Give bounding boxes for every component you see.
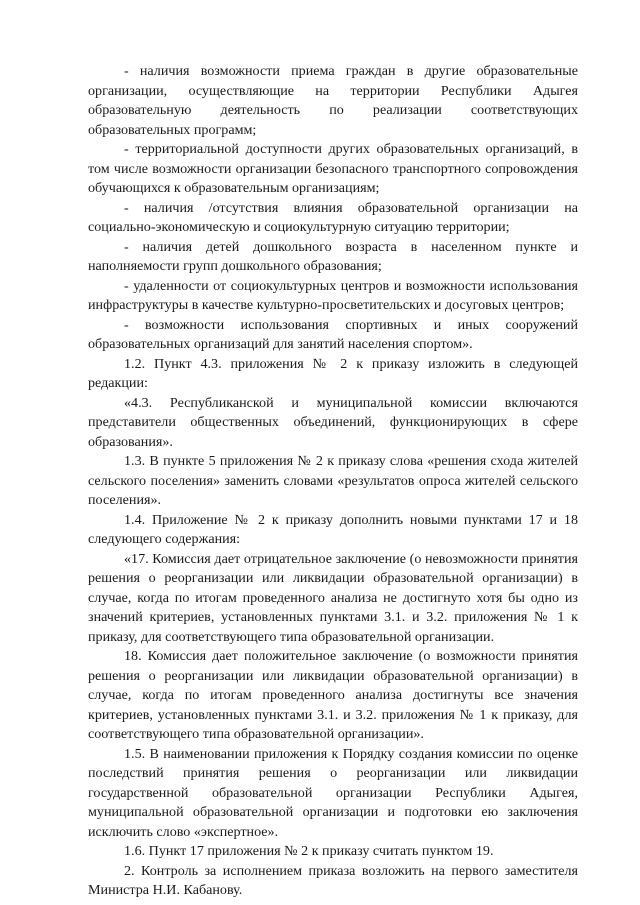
document-page: [88, 62, 578, 901]
paragraph-criterion-territorial-access: - территориальной доступности других образовательных организаций, в том числе возможности организации безопасного транспортного сопровождения обучающихся к образовательным организациям;: [88, 141, 578, 196]
paragraph-criterion-preschool-children: - наличия детей дошкольного возраста в населенном пункте и наполняемости групп дошкольного образования;: [88, 238, 578, 274]
paragraph-1-4: 1.4. Приложение № 2 к приказу дополнить новыми пунктами 17 и 18 следующего содержания:: [88, 511, 578, 547]
paragraph-item-18: 18. Комиссия дает положительное заключение (о возможности принятия решения о реорганизации или ликвидации образовательной организации) в случае, когда по итогам проведенного анализа достигнуты все значения критериев, установленных пунктами 3.1. и 3.2. приложения № 1 к приказу, для соответствующего типа образовательной организации».: [88, 648, 578, 742]
paragraph-2-control: 2. Контроль за исполнением приказа возложить на первого заместителя Министра Н.И. Кабанову.: [88, 862, 578, 898]
paragraph-4-3-text: «4.3. Республиканской и муниципальной комиссии включаются представители общественных объединений, функционирующих в сфере образования».: [88, 394, 578, 450]
paragraph-criterion-remoteness: - удаленности от социокультурных центров и возможности использования инфраструктуры в качестве культурно-просветительских и досуговых центров;: [88, 277, 578, 313]
paragraph-item-17: «17. Комиссия дает отрицательное заключение (о невозможности принятия решения о реорганизации или ликвидации образовательной организации) в случае, когда по итогам проведенного анализа не достигнуто хотя бы одно из значений критериев, установленных пунктами 3.1. и 3.2. приложения № 1 к приказу, для соответствующего типа образовательной организации.: [88, 550, 578, 645]
paragraph-1-6: 1.6. Пункт 17 приложения № 2 к приказу считать пунктом 19.: [124, 843, 494, 859]
paragraph-1-5: 1.5. В наименовании приложения к Порядку создания комиссии по оценке последствий принятия решения о реорганизации или ликвидации государственной образовательной организации Республики Адыгея, муниципальной образовательной организации и подготовки ею заключения исключить слово «экспертное».: [88, 745, 578, 840]
paragraph-criterion-influence: - наличия /отсутствия влияния образовательной организации на социально-экономическую и социокультурную ситуацию территории;: [88, 199, 578, 235]
paragraph-1-3: 1.3. В пункте 5 приложения № 2 к приказу слова «решения схода жителей сельского поселения» заменить словами «результатов опроса жителей сельского поселения».: [88, 453, 578, 508]
paragraph-1-2: 1.2. Пункт 4.3. приложения № 2 к приказу изложить в следующей редакции:: [88, 355, 578, 391]
paragraph-criterion-admission: - наличия возможности приема граждан в другие образовательные организации, осуществляющие на территории Республики Адыгея образовательную деятельность по реализации соответствующих образовательных программ;: [88, 63, 578, 138]
paragraph-criterion-sports-facilities: - возможности использования спортивных и иных сооружений образовательных организаций для занятий населения спортом».: [88, 316, 578, 352]
